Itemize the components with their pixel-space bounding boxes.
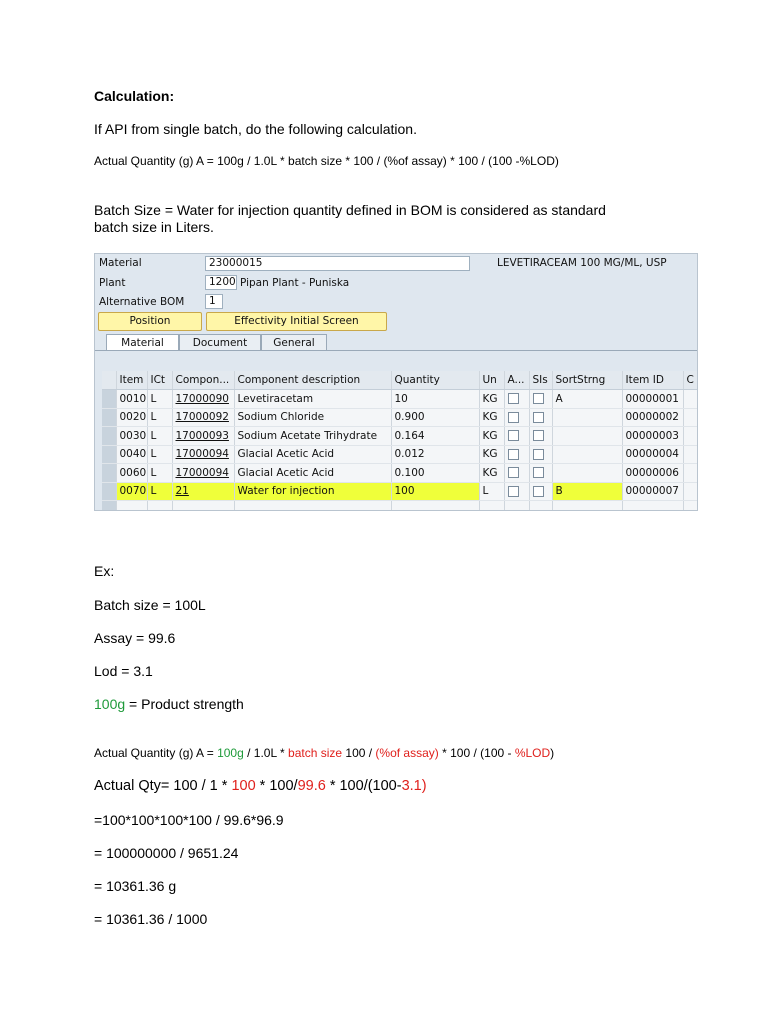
calc-line-1: Actual Qty= 100 / 1 * 100 * 100/99.6 * 100/(100-3.1) <box>94 778 427 794</box>
item-cell: 0030 <box>116 427 147 446</box>
column-header[interactable]: SIs <box>529 371 552 390</box>
checkbox[interactable] <box>508 467 519 478</box>
batch-definition-line-2: batch size in Liters. <box>94 219 214 235</box>
checkbox[interactable] <box>508 486 519 497</box>
table-row[interactable] <box>102 464 698 483</box>
item-id-cell: 00000006 <box>622 464 683 483</box>
calc-line-5: = 10361.36 / 1000 <box>94 911 208 927</box>
row-selector[interactable] <box>102 445 116 464</box>
sortstring-cell <box>552 408 622 427</box>
column-header[interactable]: ICt <box>147 371 172 390</box>
unit-cell: KG <box>479 427 504 446</box>
a-checkbox-cell[interactable] <box>504 464 529 483</box>
ict-cell: L <box>147 482 172 501</box>
column-header[interactable]: Un <box>479 371 504 390</box>
item-cell: 0020 <box>116 408 147 427</box>
row-selector[interactable] <box>102 501 116 512</box>
calc-line-4: = 10361.36 g <box>94 878 177 894</box>
sortstring-cell: B <box>552 482 622 501</box>
tab-general[interactable]: General <box>261 334 327 351</box>
checkbox[interactable] <box>533 467 544 478</box>
sortstring-cell <box>552 464 622 483</box>
sis-checkbox-cell[interactable] <box>529 390 552 409</box>
sap-bom-screenshot <box>94 253 698 511</box>
effectivity-initial-screen-button[interactable]: Effectivity Initial Screen <box>206 312 387 331</box>
ict-cell: L <box>147 445 172 464</box>
table-row-highlighted[interactable] <box>102 482 698 501</box>
column-header[interactable]: A... <box>504 371 529 390</box>
tab-document[interactable]: Document <box>179 334 261 351</box>
example-product-strength: 100g = Product strength <box>94 696 244 712</box>
component-link[interactable]: 17000093 <box>172 427 234 446</box>
sortstring-cell: A <box>552 390 622 409</box>
row-selector[interactable] <box>102 408 116 427</box>
tab-material[interactable]: Material <box>106 334 179 351</box>
alternative-bom-label: Alternative BOM <box>99 296 185 308</box>
table-row[interactable] <box>102 390 698 409</box>
column-header[interactable]: Item ID <box>622 371 683 390</box>
sis-checkbox-cell[interactable] <box>529 482 552 501</box>
item-id-cell: 00000002 <box>622 408 683 427</box>
item-cell: 0060 <box>116 464 147 483</box>
quantity-cell: 10 <box>391 390 479 409</box>
checkbox[interactable] <box>533 393 544 404</box>
checkbox[interactable] <box>508 412 519 423</box>
extra-cell <box>683 427 698 446</box>
sis-checkbox-cell[interactable] <box>529 427 552 446</box>
table-row-empty <box>102 501 698 512</box>
quantity-cell: 0.900 <box>391 408 479 427</box>
checkbox[interactable] <box>508 449 519 460</box>
item-cell: 0010 <box>116 390 147 409</box>
example-batch-size: Batch size = 100L <box>94 597 206 613</box>
description-cell: Glacial Acetic Acid <box>234 445 391 464</box>
material-label: Material <box>99 257 142 269</box>
quantity-cell: 100 <box>391 482 479 501</box>
table-row[interactable] <box>102 408 698 427</box>
material-description: LEVETIRACEAM 100 MG/ML, USP <box>497 257 667 269</box>
extra-cell <box>683 445 698 464</box>
ict-cell: L <box>147 390 172 409</box>
component-link[interactable]: 21 <box>172 482 234 501</box>
sortstring-cell <box>552 427 622 446</box>
sis-checkbox-cell[interactable] <box>529 445 552 464</box>
column-header[interactable]: Compon... <box>172 371 234 390</box>
formula-line-colored: Actual Quantity (g) A = 100g / 1.0L * batch size 100 / (%of assay) * 100 / (100 - %LOD) <box>94 746 555 760</box>
description-cell: Water for injection <box>234 482 391 501</box>
batch-definition-line-1: Batch Size = Water for injection quantity defined in BOM is considered as standard <box>94 202 606 218</box>
intro-text: If API from single batch, do the following calculation. <box>94 121 417 137</box>
item-id-cell: 00000004 <box>622 445 683 464</box>
row-selector[interactable] <box>102 390 116 409</box>
a-checkbox-cell[interactable] <box>504 482 529 501</box>
bom-items-table <box>102 371 698 511</box>
alternative-bom-field[interactable]: 1 <box>205 294 223 309</box>
plant-label: Plant <box>99 277 126 289</box>
page-heading: Calculation: <box>94 88 175 104</box>
ict-cell: L <box>147 408 172 427</box>
item-cell: 0070 <box>116 482 147 501</box>
item-id-cell: 00000001 <box>622 390 683 409</box>
description-cell: Levetiracetam <box>234 390 391 409</box>
a-checkbox-cell[interactable] <box>504 445 529 464</box>
formula-line: Actual Quantity (g) A = 100g / 1.0L * batch size * 100 / (%of assay) * 100 / (100 -%LOD) <box>94 154 559 168</box>
sis-checkbox-cell[interactable] <box>529 408 552 427</box>
quantity-cell: 0.100 <box>391 464 479 483</box>
component-link[interactable]: 17000094 <box>172 464 234 483</box>
table-row[interactable] <box>102 427 698 446</box>
checkbox[interactable] <box>508 393 519 404</box>
tab-divider <box>95 350 697 351</box>
checkbox[interactable] <box>508 430 519 441</box>
position-button[interactable]: Position <box>98 312 202 331</box>
example-lod: Lod = 3.1 <box>94 663 153 679</box>
column-header[interactable]: C <box>683 371 698 390</box>
column-header[interactable]: Component description <box>234 371 391 390</box>
column-header[interactable]: SortStrng <box>552 371 622 390</box>
row-selector[interactable] <box>102 464 116 483</box>
plant-field[interactable]: 1200 <box>205 275 237 290</box>
description-cell: Sodium Chloride <box>234 408 391 427</box>
unit-cell: KG <box>479 445 504 464</box>
row-selector[interactable] <box>102 482 116 501</box>
row-selector[interactable] <box>102 427 116 446</box>
unit-cell: KG <box>479 408 504 427</box>
description-cell: Glacial Acetic Acid <box>234 464 391 483</box>
plant-description: Pipan Plant - Puniska <box>240 277 350 289</box>
column-header[interactable]: Quantity <box>391 371 479 390</box>
sortstring-cell <box>552 445 622 464</box>
quantity-cell: 0.164 <box>391 427 479 446</box>
component-link[interactable]: 17000092 <box>172 408 234 427</box>
a-checkbox-cell[interactable] <box>504 408 529 427</box>
unit-cell: L <box>479 482 504 501</box>
item-id-cell: 00000007 <box>622 482 683 501</box>
unit-cell: KG <box>479 464 504 483</box>
component-link[interactable]: 17000090 <box>172 390 234 409</box>
item-id-cell: 00000003 <box>622 427 683 446</box>
calc-line-2: =100*100*100*100 / 99.6*96.9 <box>94 812 284 828</box>
sis-checkbox-cell[interactable] <box>529 464 552 483</box>
description-cell: Sodium Acetate Trihydrate <box>234 427 391 446</box>
checkbox[interactable] <box>533 412 544 423</box>
extra-cell <box>683 464 698 483</box>
select-all-cell[interactable] <box>102 371 116 390</box>
extra-cell <box>683 408 698 427</box>
calc-line-3: = 100000000 / 9651.24 <box>94 845 239 861</box>
checkbox[interactable] <box>533 449 544 460</box>
a-checkbox-cell[interactable] <box>504 427 529 446</box>
checkbox[interactable] <box>533 430 544 441</box>
checkbox[interactable] <box>533 486 544 497</box>
quantity-cell: 0.012 <box>391 445 479 464</box>
ict-cell: L <box>147 464 172 483</box>
item-cell: 0040 <box>116 445 147 464</box>
column-header[interactable]: Item <box>116 371 147 390</box>
unit-cell: KG <box>479 390 504 409</box>
component-link[interactable]: 17000094 <box>172 445 234 464</box>
table-row[interactable] <box>102 445 698 464</box>
ict-cell: L <box>147 427 172 446</box>
example-assay: Assay = 99.6 <box>94 630 176 646</box>
extra-cell <box>683 482 698 501</box>
material-field[interactable]: 23000015 <box>205 256 470 271</box>
table-header-row <box>102 371 698 390</box>
example-label: Ex: <box>94 563 115 579</box>
extra-cell <box>683 390 698 409</box>
a-checkbox-cell[interactable] <box>504 390 529 409</box>
